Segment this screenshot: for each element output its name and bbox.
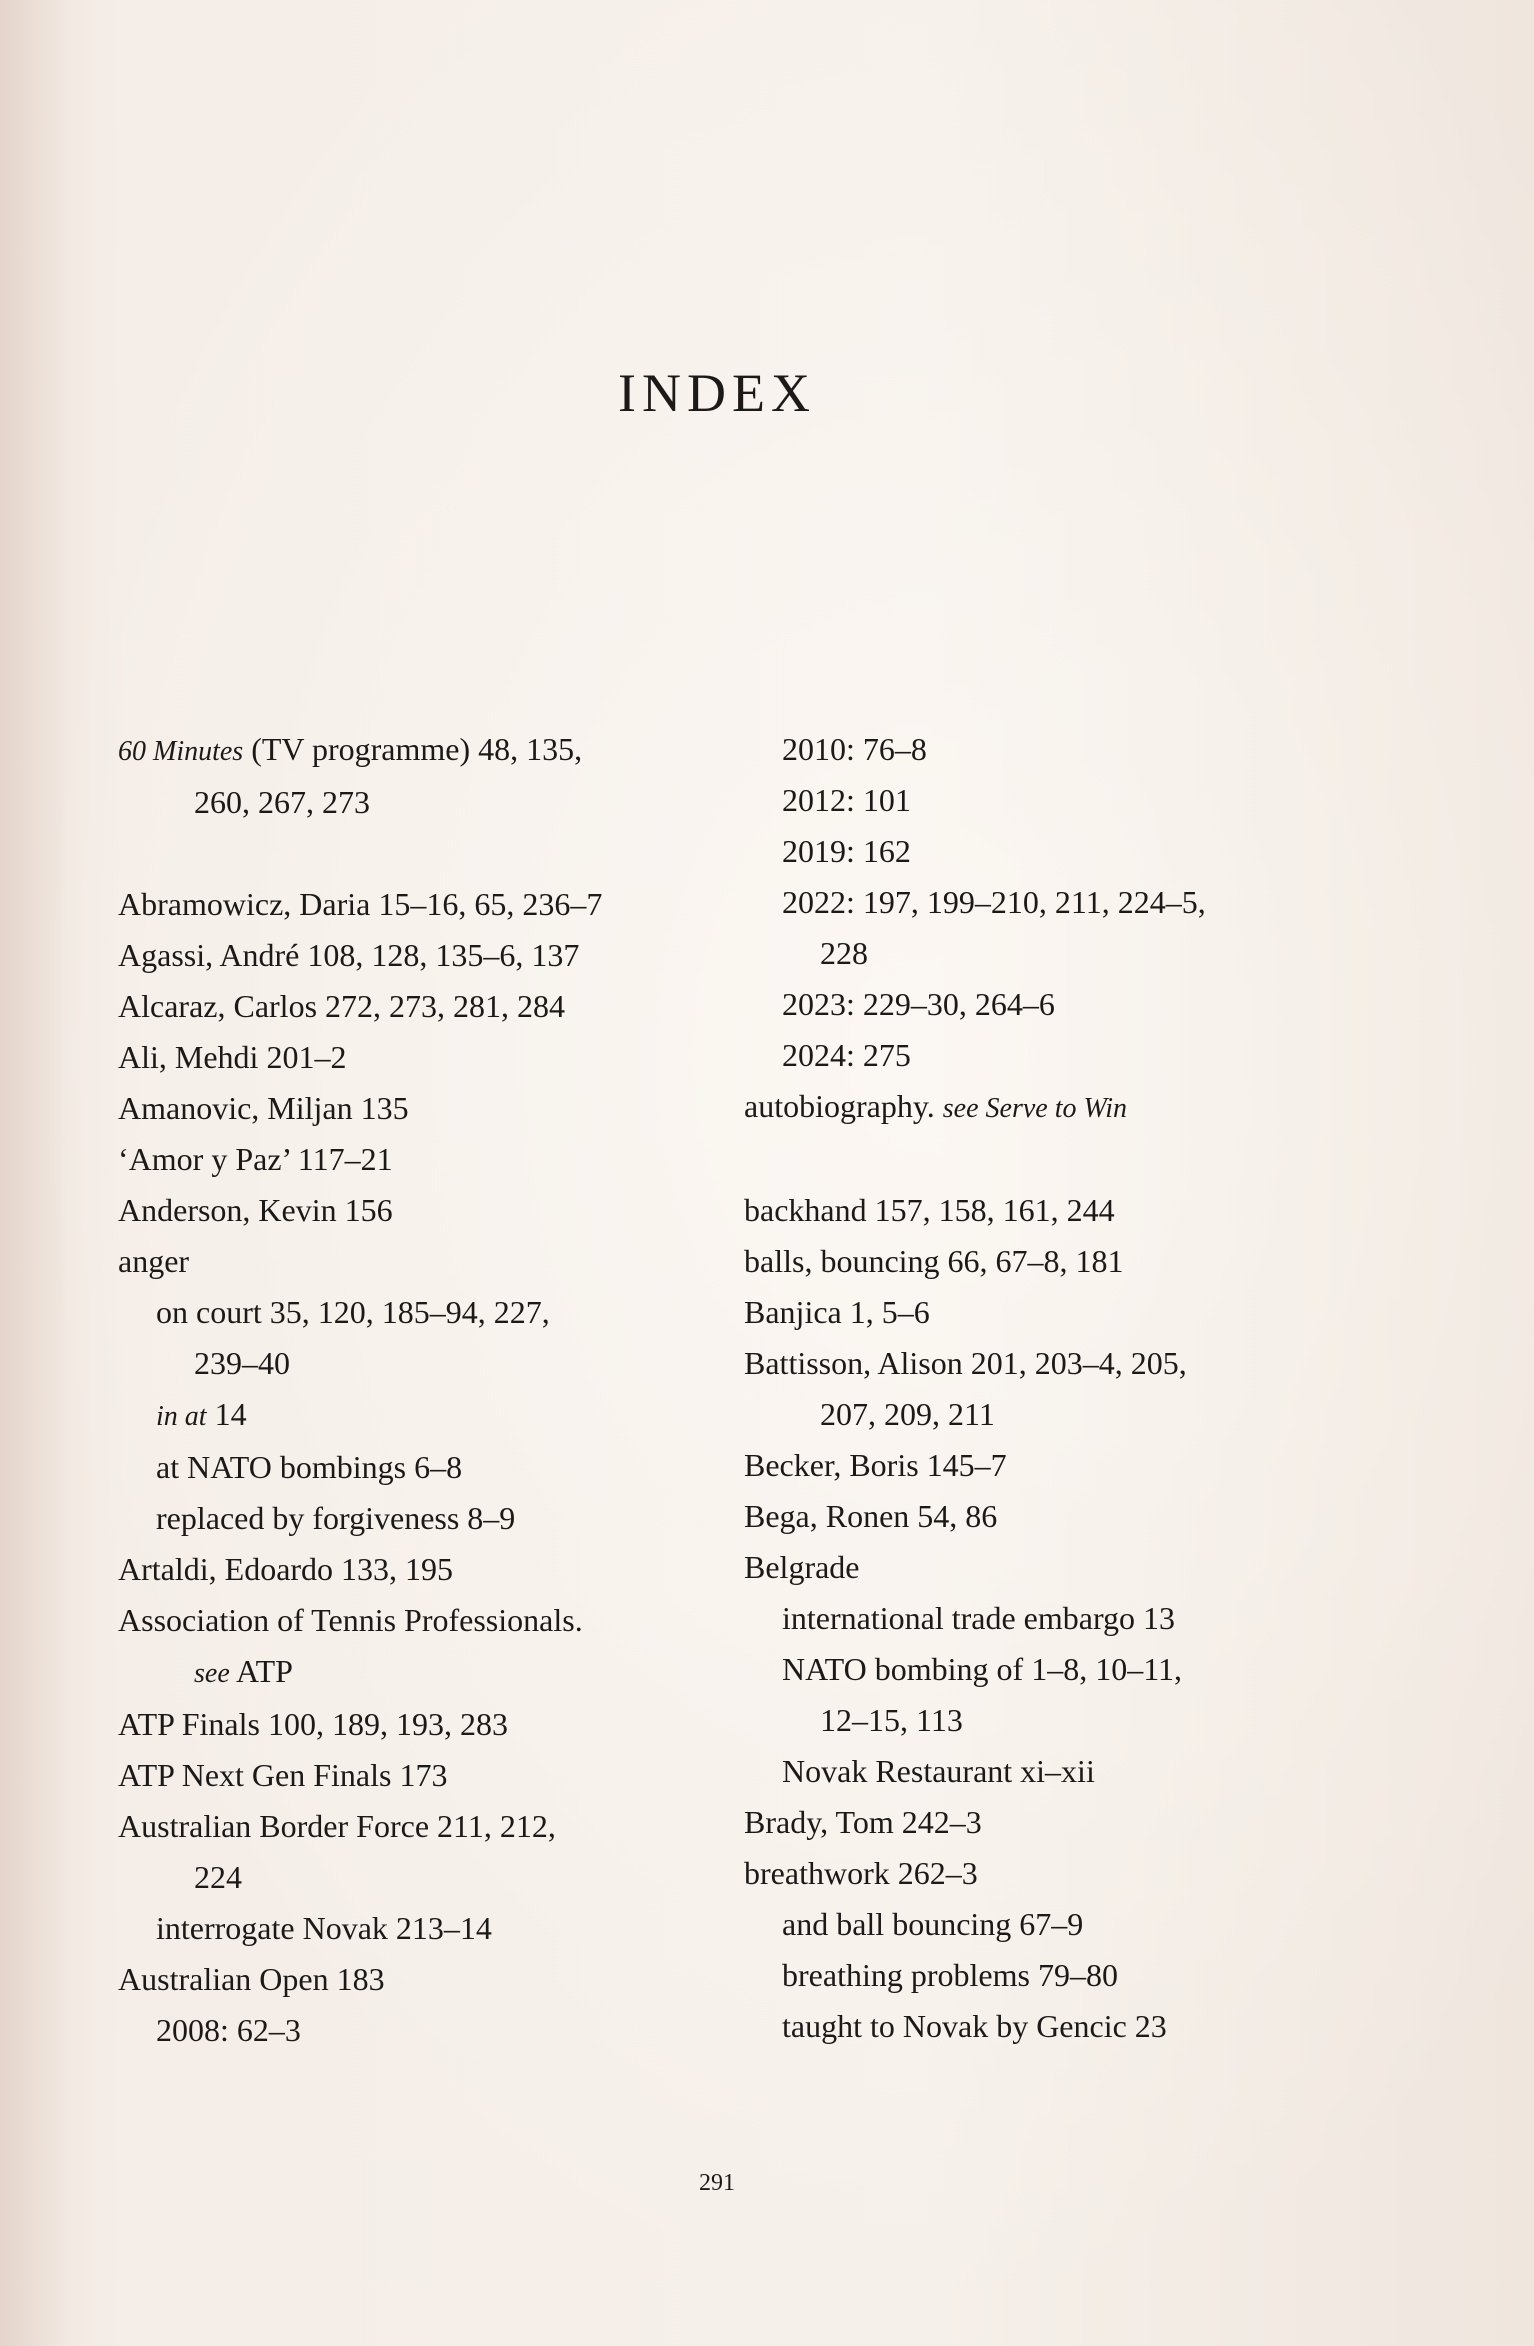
index-entry bbox=[118, 1134, 718, 1185]
index-subentry bbox=[744, 724, 1364, 775]
index-entry bbox=[118, 930, 718, 981]
index-entry-text: Belgrade bbox=[744, 1549, 860, 1585]
index-entry-text: Brady, Tom 242–3 bbox=[744, 1804, 982, 1840]
index-entry bbox=[744, 1081, 1364, 1134]
index-entry-text: at NATO bombings 6–8 bbox=[156, 1449, 463, 1485]
index-subentry bbox=[744, 826, 1364, 877]
index-entry bbox=[118, 879, 718, 930]
index-entry-text: and ball bouncing 67–9 bbox=[782, 1906, 1084, 1942]
index-column-right bbox=[744, 724, 1364, 2052]
index-subentry bbox=[744, 877, 1364, 979]
index-entry-continuation: see ATP bbox=[194, 1653, 293, 1689]
index-subentry bbox=[744, 1644, 1364, 1746]
index-entry-text: balls, bouncing 66, 67–8, 181 bbox=[744, 1243, 1124, 1279]
index-entry-text: ATP Finals 100, 189, 193, 283 bbox=[118, 1706, 508, 1742]
index-entry bbox=[118, 1236, 718, 1287]
index-entry bbox=[744, 1797, 1364, 1848]
index-entry bbox=[744, 1338, 1364, 1440]
index-entry-continuation: 224 bbox=[194, 1859, 242, 1895]
index-entry bbox=[744, 1236, 1364, 1287]
index-entry-text: Anderson, Kevin 156 bbox=[118, 1192, 393, 1228]
index-subentry bbox=[118, 2005, 718, 2056]
index-entry-text: on court 35, 120, 185–94, 227, bbox=[156, 1294, 550, 1330]
index-subentry bbox=[744, 1950, 1364, 2001]
index-entry bbox=[744, 1440, 1364, 1491]
index-entry-continuation: 260, 267, 273 bbox=[194, 784, 370, 820]
index-entry-continuation: 239–40 bbox=[194, 1345, 290, 1381]
index-entry-text: Australian Border Force 211, 212, bbox=[118, 1808, 556, 1844]
index-entry bbox=[744, 1848, 1364, 1899]
index-entry-text: Agassi, André 108, 128, 135–6, 137 bbox=[118, 937, 580, 973]
index-entry-text: taught to Novak by Gencic 23 bbox=[782, 2008, 1167, 2044]
index-subentry bbox=[744, 979, 1364, 1030]
spine-shadow bbox=[0, 0, 70, 2346]
index-entry bbox=[744, 1491, 1364, 1542]
index-entry bbox=[118, 1699, 718, 1750]
index-entry-text: Abramowicz, Daria 15–16, 65, 236–7 bbox=[118, 886, 603, 922]
index-entry bbox=[118, 1185, 718, 1236]
index-subentry bbox=[118, 1287, 718, 1389]
index-subentry bbox=[744, 1030, 1364, 1081]
index-entry-text: NATO bombing of 1–8, 10–11, bbox=[782, 1651, 1182, 1687]
index-entry-text: anger bbox=[118, 1243, 190, 1279]
index-entry-text: 2012: 101 bbox=[782, 782, 911, 818]
index-entry-text: Battisson, Alison 201, 203–4, 205, bbox=[744, 1345, 1187, 1381]
index-entry-text: Association of Tennis Professionals. bbox=[118, 1602, 583, 1638]
index-entry bbox=[744, 1185, 1364, 1236]
italic-term: see Serve to Win bbox=[942, 1093, 1128, 1124]
index-subentry bbox=[744, 1746, 1364, 1797]
index-entry-text: in at 14 bbox=[156, 1396, 247, 1432]
index-entry bbox=[118, 1083, 718, 1134]
italic-term: see bbox=[194, 1658, 230, 1689]
index-entry bbox=[118, 1595, 718, 1699]
index-entry-text: Becker, Boris 145–7 bbox=[744, 1447, 1007, 1483]
index-entry-text: interrogate Novak 213–14 bbox=[156, 1910, 492, 1946]
index-entry-text: 2023: 229–30, 264–6 bbox=[782, 986, 1055, 1022]
index-entry-text: 60 Minutes (TV programme) 48, 135, bbox=[118, 731, 583, 767]
index-entry bbox=[118, 1032, 718, 1083]
index-entry-text: 2024: 275 bbox=[782, 1037, 911, 1073]
index-subentry bbox=[744, 1593, 1364, 1644]
index-subentry bbox=[118, 1442, 718, 1493]
index-entry bbox=[118, 1954, 718, 2005]
index-entry-text: Banjica 1, 5–6 bbox=[744, 1294, 930, 1330]
index-gap bbox=[118, 828, 718, 879]
index-entry-text: 2010: 76–8 bbox=[782, 731, 927, 767]
index-entry-continuation: 12–15, 113 bbox=[820, 1702, 963, 1738]
index-entry bbox=[118, 981, 718, 1032]
index-entry-text: replaced by forgiveness 8–9 bbox=[156, 1500, 516, 1536]
index-entry-text: Artaldi, Edoardo 133, 195 bbox=[118, 1551, 454, 1587]
index-entry-text: Australian Open 183 bbox=[118, 1961, 385, 1997]
index-entry-text: breathing problems 79–80 bbox=[782, 1957, 1118, 1993]
index-entry bbox=[744, 1542, 1364, 1593]
index-entry-text: breathwork 262–3 bbox=[744, 1855, 978, 1891]
index-entry-text: backhand 157, 158, 161, 244 bbox=[744, 1192, 1115, 1228]
italic-term: in at bbox=[156, 1401, 207, 1432]
index-subentry bbox=[118, 1493, 718, 1544]
index-entry-text: 2008: 62–3 bbox=[156, 2012, 301, 2048]
index-gap bbox=[744, 1134, 1364, 1185]
index-entry bbox=[744, 1287, 1364, 1338]
index-subentry bbox=[744, 775, 1364, 826]
index-entry-continuation: 228 bbox=[820, 935, 868, 971]
index-entry-text: autobiography. see Serve to Win bbox=[744, 1088, 1128, 1124]
index-entry-text: Novak Restaurant xi–xii bbox=[782, 1753, 1095, 1789]
page-title: INDEX bbox=[618, 363, 816, 423]
index-entry bbox=[118, 1750, 718, 1801]
index-entry bbox=[118, 1544, 718, 1595]
italic-term: 60 Minutes bbox=[118, 736, 244, 767]
index-subentry bbox=[744, 2001, 1364, 2052]
index-column-left bbox=[118, 724, 718, 2056]
index-subentry bbox=[744, 1899, 1364, 1950]
index-entry-text: Amanovic, Miljan 135 bbox=[118, 1090, 409, 1126]
index-subentry bbox=[118, 1903, 718, 1954]
index-entry bbox=[118, 724, 718, 828]
index-subentry bbox=[118, 1389, 718, 1442]
index-entry-continuation: 207, 209, 211 bbox=[820, 1396, 995, 1432]
index-entry-text: international trade embargo 13 bbox=[782, 1600, 1176, 1636]
index-entry-text: ATP Next Gen Finals 173 bbox=[118, 1757, 448, 1793]
index-entry-text: 2022: 197, 199–210, 211, 224–5, bbox=[782, 884, 1206, 920]
index-entry-text: Alcaraz, Carlos 272, 273, 281, 284 bbox=[118, 988, 566, 1024]
index-entry bbox=[118, 1801, 718, 1903]
index-entry-text: 2019: 162 bbox=[782, 833, 911, 869]
index-entry-text: ‘Amor y Paz’ 117–21 bbox=[118, 1141, 393, 1177]
page-number: 291 bbox=[699, 2170, 735, 2196]
index-entry-text: Bega, Ronen 54, 86 bbox=[744, 1498, 998, 1534]
index-entry-text: Ali, Mehdi 201–2 bbox=[118, 1039, 347, 1075]
